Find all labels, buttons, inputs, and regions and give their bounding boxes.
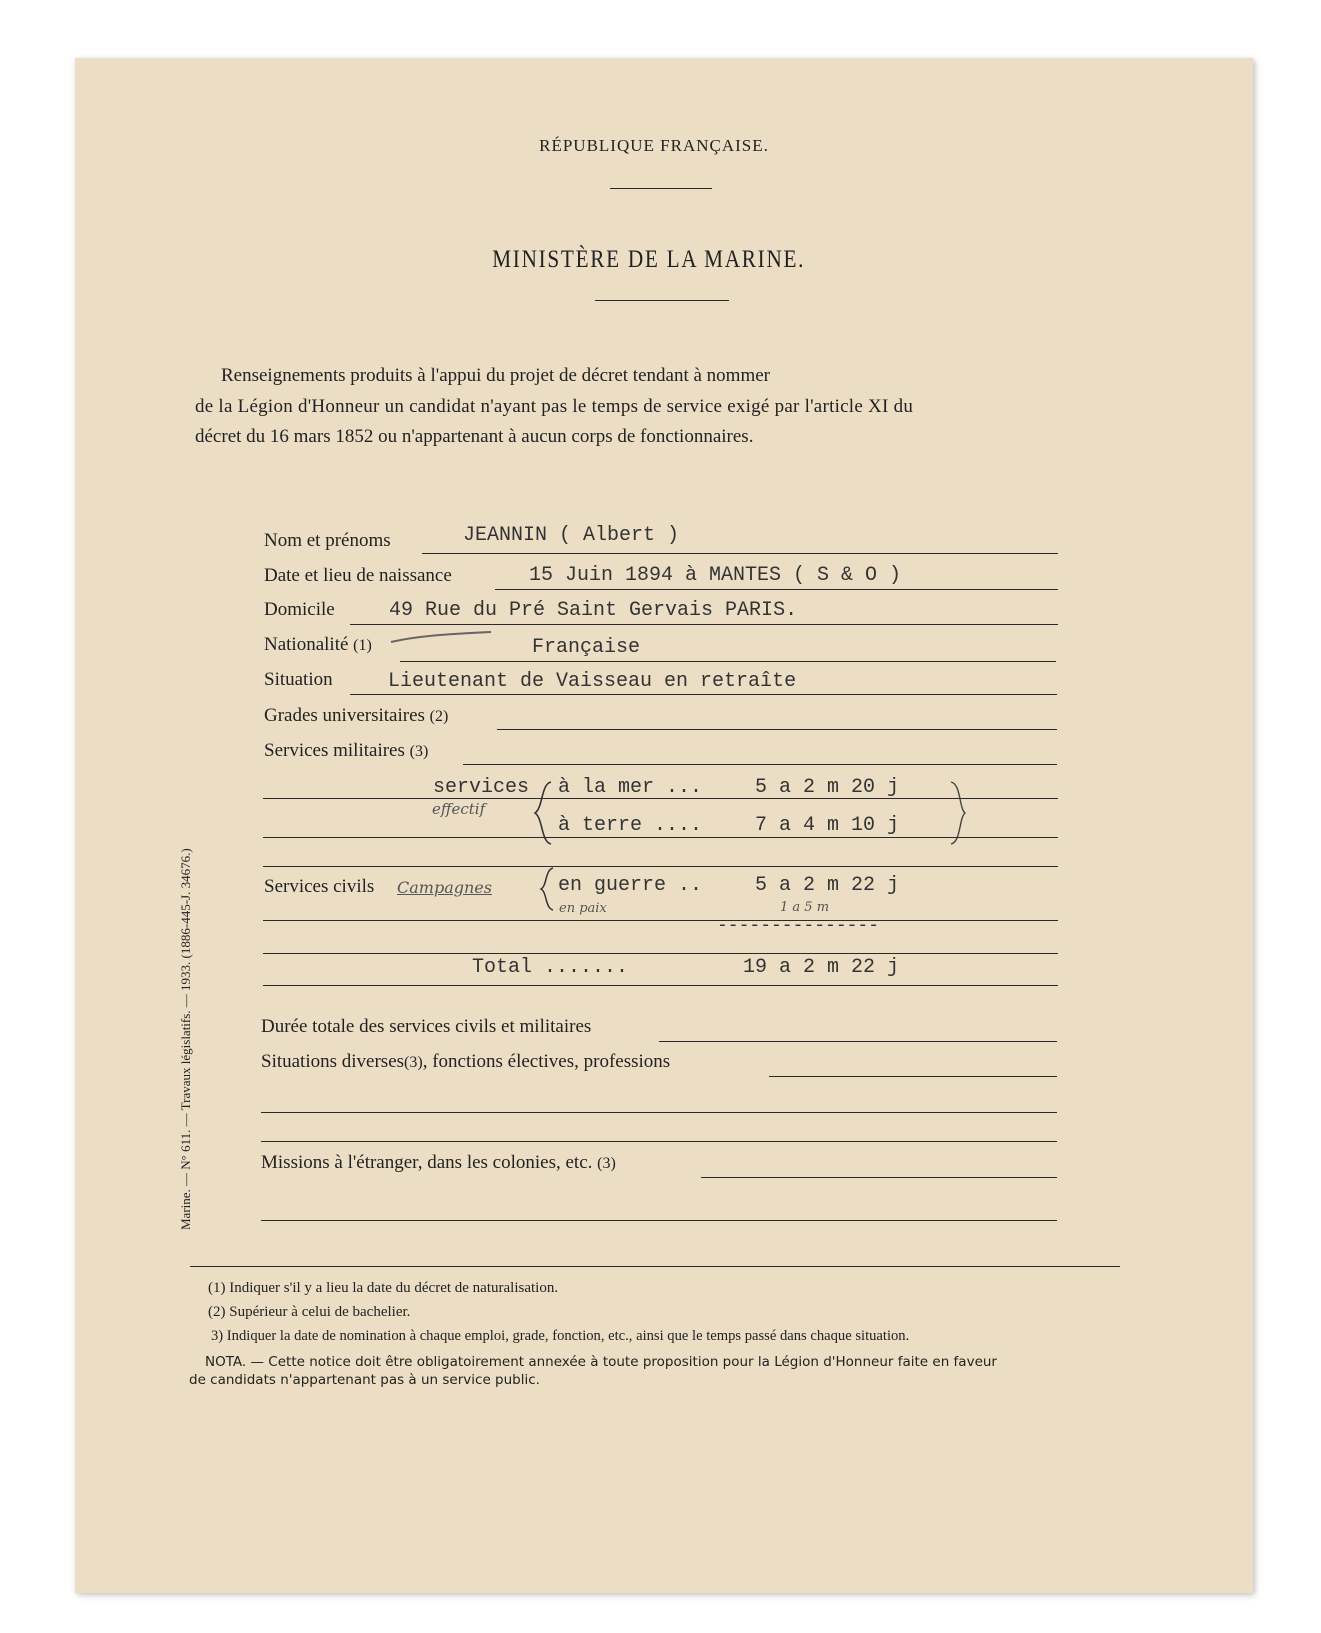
- missions-label: Missions à l'étranger, dans les colonies, etc.: [261, 1152, 593, 1173]
- ministry-heading: MINISTÈRE DE LA MARINE.: [492, 246, 806, 273]
- grades-line: [497, 729, 1057, 730]
- nom-value: JEANNIN ( Albert ): [463, 524, 680, 547]
- naissance-line: [495, 589, 1058, 590]
- footnote-3: 3) Indiquer la date de nomination à chaque emploi, grade, fonction, etc., ainsi que le temps passé dans chaque situation.: [211, 1328, 910, 1344]
- situation-line: [350, 694, 1057, 695]
- militaires-label: Services militaires: [264, 740, 405, 761]
- situations-label: Situations diverses: [261, 1051, 405, 1072]
- situations-line: [769, 1076, 1057, 1077]
- margin-print-reference: Marine. — N° 611. — Travaux législatifs. — 1933. (1886-445-J. 34676.): [178, 848, 193, 1230]
- guerre-label: en guerre ..: [558, 874, 703, 897]
- nationalite-label: Nationalité: [264, 634, 349, 655]
- domicile-value: 49 Rue du Pré Saint Gervais PARIS.: [389, 599, 798, 622]
- ministry-divider: [595, 300, 729, 301]
- naissance-label: Date et lieu de naissance: [264, 565, 452, 586]
- civils-label: Services civils: [264, 876, 375, 897]
- pencil-stroke-icon: [387, 628, 497, 648]
- nationalite-note: (1): [353, 637, 372, 654]
- domicile-line: [350, 624, 1058, 625]
- terre-line: [263, 837, 1058, 838]
- intro-line-2: de la Légion d'Honneur un candidat n'ayant pas le temps de service exigé par l'article XI du: [195, 396, 914, 417]
- effectif-handwritten: effectif: [432, 800, 486, 818]
- total-value: 19 a 2 m 22 j: [743, 956, 900, 979]
- footnote-divider: [190, 1266, 1120, 1267]
- missions-blank: [261, 1220, 1057, 1221]
- nationalite-line: [400, 661, 1056, 662]
- republic-heading: RÉPUBLIQUE FRANÇAISE.: [539, 136, 769, 155]
- nota-line-1: NOTA. — Cette notice doit être obligatoirement annexée à toute proposition pour la Légion d'Honneur faite en faveur: [205, 1354, 997, 1370]
- domicile-label: Domicile: [264, 599, 335, 620]
- total-label: Total .......: [472, 956, 629, 979]
- mer-label: à la mer ...: [558, 776, 703, 799]
- naissance-value: 15 Juin 1894 à MANTES ( S & O ): [529, 564, 902, 587]
- situations-blank-2: [261, 1141, 1057, 1142]
- document-page: [75, 58, 1253, 1593]
- intro-line-1: Renseignements produits à l'appui du projet de décret tendant à nommer: [221, 365, 770, 386]
- footnote-1: (1) Indiquer s'il y a lieu la date du décret de naturalisation.: [208, 1280, 559, 1296]
- nom-line: [422, 553, 1058, 554]
- grades-label: Grades universitaires: [264, 705, 425, 726]
- footnote-2: (2) Supérieur à celui de bachelier.: [208, 1304, 411, 1320]
- situations-rest: , fonctions électives, professions: [422, 1051, 671, 1072]
- campagnes-handwritten: Campagnes: [397, 878, 492, 897]
- civils-brace-icon: [537, 866, 557, 912]
- terre-label: à terre ....: [558, 814, 703, 837]
- nom-label: Nom et prénoms: [264, 530, 391, 551]
- nota-line-2: de candidats n'appartenant pas à un service public.: [189, 1372, 540, 1388]
- terre-value: 7 a 4 m 10 j: [755, 814, 900, 837]
- services-word: services: [433, 776, 530, 799]
- situation-label: Situation: [264, 669, 333, 690]
- paix-handwritten: en paix: [559, 901, 607, 916]
- duree-label: Durée totale des services civils et militaires: [261, 1016, 592, 1037]
- blank-line-2: [263, 953, 1058, 954]
- paix-value-handwritten: 1 a 5 m: [780, 900, 830, 915]
- blank-line-1: [263, 866, 1058, 867]
- total-line: [263, 985, 1058, 986]
- militaires-line: [463, 764, 1057, 765]
- missions-note: (3): [597, 1155, 616, 1172]
- missions-line: [701, 1177, 1057, 1178]
- intro-line-3: décret du 16 mars 1852 ou n'appartenant à aucun corps de fonctionnaires.: [195, 426, 754, 447]
- guerre-value: 5 a 2 m 22 j: [755, 874, 900, 897]
- duree-line: [659, 1041, 1057, 1042]
- situations-note: (3): [404, 1054, 423, 1071]
- sum-dash-line: ---------------: [717, 916, 880, 936]
- situations-blank-1: [261, 1112, 1057, 1113]
- mer-value: 5 a 2 m 20 j: [755, 776, 900, 799]
- militaires-note: (3): [409, 743, 429, 760]
- header-divider: [610, 188, 712, 189]
- civils-line: [263, 920, 1058, 921]
- situation-value: Lieutenant de Vaisseau en retraîte: [388, 670, 797, 693]
- nationalite-value: Française: [532, 636, 641, 659]
- grades-note: (2): [429, 708, 449, 725]
